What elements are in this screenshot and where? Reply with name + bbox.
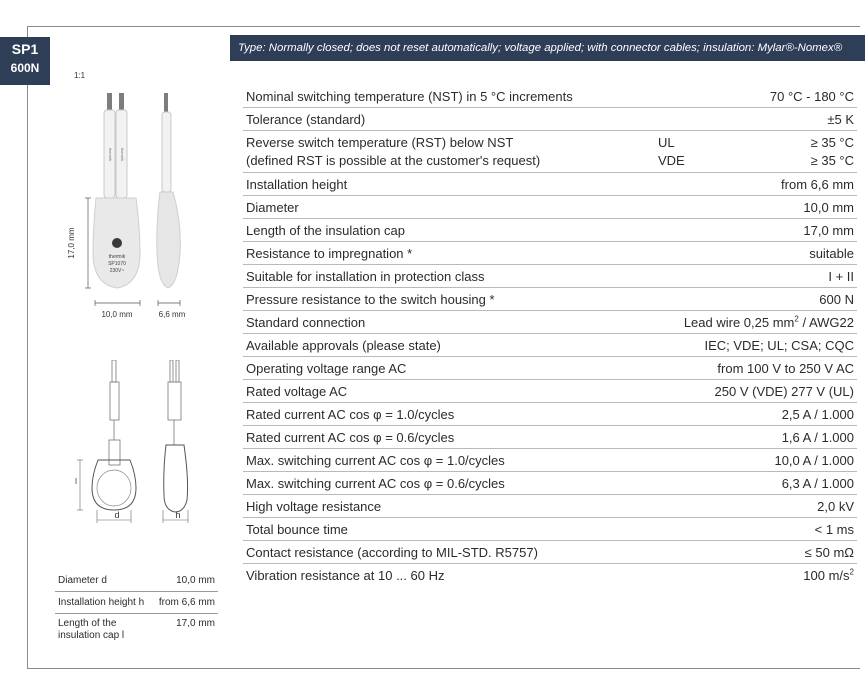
dim-label (58, 618, 124, 642)
spec-label: Diameter (246, 200, 299, 215)
spec-table (243, 85, 857, 587)
dim-row-height (55, 592, 218, 614)
spec-label: Rated voltage AC (246, 384, 348, 399)
dim-value: from 6,6 mm (158, 597, 215, 608)
spec-row-operating-voltage (243, 357, 857, 380)
dim-value: 10,0 mm (176, 575, 215, 586)
dim-row-cap-length (55, 614, 218, 644)
spec-value: 250 V (VDE) 277 V (UL) (714, 384, 854, 399)
dim-row-diameter (55, 570, 218, 592)
dim-label-line1: Length of the (58, 618, 117, 629)
conn-value-sup: 2 (794, 314, 799, 324)
spec-label: Available approvals (please state) (246, 338, 441, 353)
spec-value: 6,3 A / 1.000 (781, 476, 854, 491)
drawing-d-label: d (114, 510, 120, 520)
spec-label: Suitable for installation in protection class (246, 269, 485, 284)
spec-row-vibration (243, 564, 857, 587)
spec-label: Total bounce time (246, 522, 348, 537)
spec-value: 17,0 mm (803, 223, 854, 238)
spec-value: IEC; VDE; UL; CSA; CQC (704, 338, 854, 353)
rst-value-ul: ≥ 35 °C (810, 135, 854, 150)
dimensions-table (55, 570, 218, 644)
spec-label: Rated current AC cos φ = 0.6/cycles (246, 430, 455, 445)
photo-part: SP1070 (108, 261, 126, 267)
spec-row-max-switching-1 (243, 449, 857, 472)
photo-height-label: 17,0 mm (67, 227, 76, 259)
spec-value: 600 N (819, 292, 854, 307)
spec-label: Rated current AC cos φ = 1.0/cycles (246, 407, 455, 422)
spec-row-max-switching-2 (243, 472, 857, 495)
spec-row-rated-voltage (243, 380, 857, 403)
product-photo (60, 88, 220, 328)
drawing-h-label: h (175, 510, 181, 520)
spec-value: 1,6 A / 1.000 (781, 430, 854, 445)
rst-label-line1: Reverse switch temperature (RST) below NST (246, 135, 514, 150)
rst-std-vde: VDE (658, 153, 685, 168)
spec-label: Length of the insulation cap (246, 223, 406, 238)
spec-value: suitable (809, 246, 854, 261)
dim-label: Installation height h (58, 597, 145, 608)
spec-value (811, 134, 854, 170)
product-code: SP1 (11, 41, 39, 57)
spec-row-contact-resistance (243, 541, 857, 564)
vib-value-main: 100 m/s (803, 568, 850, 583)
spec-label: Tolerance (standard) (246, 112, 366, 127)
spec-value: 2,0 kV (817, 499, 854, 514)
spec-row-approvals (243, 334, 857, 357)
dim-label: Diameter d (58, 575, 107, 586)
spec-value: from 6,6 mm (781, 177, 854, 192)
spec-label: Operating voltage range AC (246, 361, 407, 376)
spec-row-pressure (243, 288, 857, 311)
spec-row-tolerance (243, 108, 857, 131)
spec-row-rst (243, 131, 857, 173)
spec-value: 10,0 A / 1.000 (774, 453, 854, 468)
conn-value-main: Lead wire 0,25 mm (683, 315, 795, 330)
spec-value: from 100 V to 250 V AC (717, 361, 854, 376)
spec-label: Nominal switching temperature (NST) in 5 °C increments (246, 89, 573, 104)
spec-value: ±5 K (827, 112, 854, 127)
spec-value: 70 °C - 180 °C (769, 89, 854, 104)
spec-value: I + II (828, 269, 854, 284)
spec-label: Pressure resistance to the switch housing * (246, 292, 495, 307)
spec-value: 10,0 mm (803, 200, 854, 215)
spec-row-nst (243, 85, 857, 108)
spec-row-diameter (243, 196, 857, 219)
spec-row-high-voltage (243, 495, 857, 518)
spec-label: Installation height (246, 177, 348, 192)
drawing-l-label: l (75, 477, 77, 486)
vib-value-sup: 2 (849, 567, 854, 577)
spec-label: Contact resistance (according to MIL-STD. R5757) (246, 545, 538, 560)
spec-row-bounce-time (243, 518, 857, 541)
rst-std-ul: UL (658, 135, 675, 150)
spec-row-cap-length (243, 219, 857, 242)
spec-label: Vibration resistance at 10 ... 60 Hz (246, 568, 445, 583)
conn-value-post: / AWG22 (798, 315, 854, 330)
spec-value: < 1 ms (814, 522, 854, 537)
spec-label: High voltage resistance (246, 499, 382, 514)
technical-drawing (60, 360, 220, 535)
product-rating: 600N (10, 61, 40, 75)
scale-label: 1:1 (74, 71, 86, 80)
photo-voltage: 230V~ (109, 268, 125, 274)
spec-value (684, 311, 854, 334)
spec-value: 2,5 A / 1.000 (781, 407, 854, 422)
spec-label: Max. switching current AC cos φ = 0.6/cycles (246, 476, 505, 491)
spec-label: Max. switching current AC cos φ = 1.0/cycles (246, 453, 505, 468)
dim-label-line2: insulation cap l (58, 630, 125, 641)
spec-label: Standard connection (246, 315, 366, 330)
spec-value: ≤ 50 mΩ (804, 545, 854, 560)
spec-row-impregnation (243, 242, 857, 265)
product-badge (0, 37, 50, 85)
spec-row-installation-height (243, 173, 857, 196)
photo-brand: thermik (108, 254, 126, 260)
spec-label: Resistance to impregnation * (246, 246, 413, 261)
svg-text:thermik: thermik (108, 148, 113, 162)
spec-row-connection (243, 311, 857, 334)
photo-thickness-label: 6,6 mm (158, 310, 186, 319)
spec-value (803, 564, 854, 587)
dim-value: 17,0 mm (176, 618, 215, 629)
spec-row-rated-current-1 (243, 403, 857, 426)
rst-label-line2: (defined RST is possible at the customer's request) (246, 153, 541, 168)
svg-text:thermik: thermik (120, 148, 125, 162)
spec-label (246, 134, 540, 170)
type-banner: Type: Normally closed; does not reset automatically; voltage applied; with connector cables; insulation: Mylar®-Nomex® (230, 35, 865, 61)
photo-diameter-label: 10,0 mm (101, 310, 133, 319)
spec-row-protection-class (243, 265, 857, 288)
rst-value-vde: ≥ 35 °C (810, 153, 854, 168)
spec-row-rated-current-2 (243, 426, 857, 449)
rst-standards (658, 134, 685, 170)
